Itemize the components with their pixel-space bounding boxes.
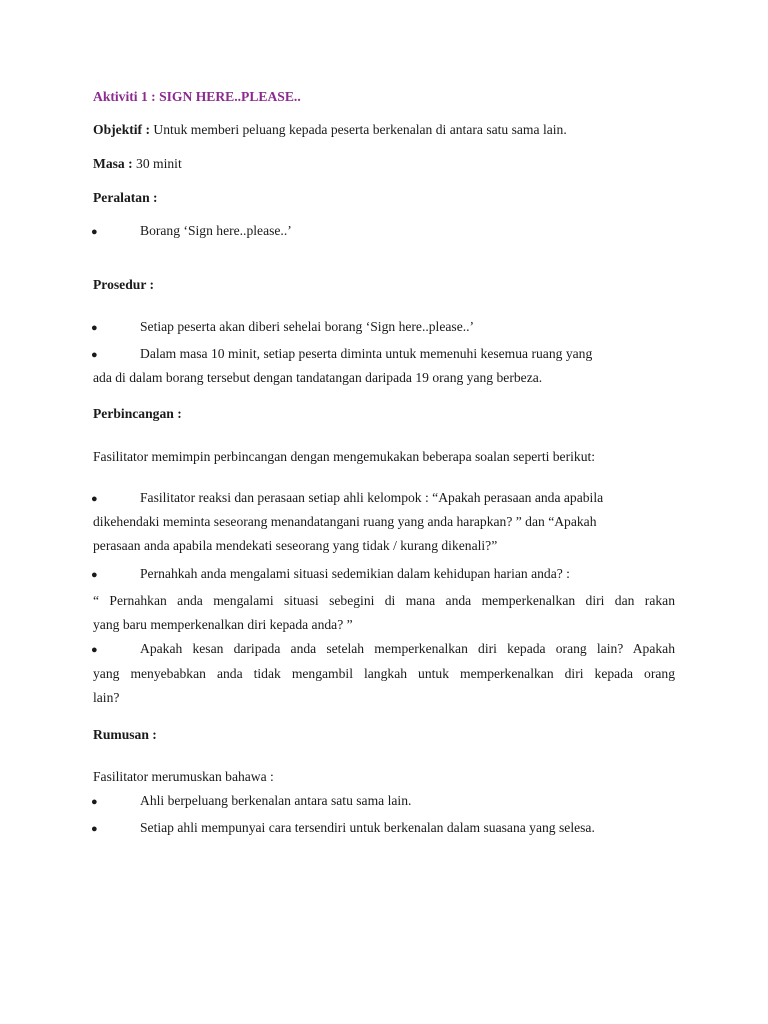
rumusan-heading: Rumusan :	[93, 727, 157, 742]
rumusan-item-2: Setiap ahli mempunyai cara tersendiri untuk berkenalan dalam suasana yang selesa.	[140, 820, 595, 835]
prosedur-item-2-line1: Dalam masa 10 minit, setiap peserta diminta untuk memenuhi kesemua ruang yang	[140, 346, 593, 361]
bullet-icon: ●	[91, 322, 98, 334]
objektif-label: Objektif :	[93, 122, 151, 137]
question-1-line1: Fasilitator reaksi dan perasaan setiap ahli kelompok : “Apakah perasaan anda apabila	[140, 490, 604, 505]
bullet-icon: ●	[91, 493, 98, 505]
prosedur-item-1: Setiap peserta akan diberi sehelai borang ‘Sign here..please..’	[140, 319, 475, 334]
bullet-icon: ●	[91, 644, 98, 656]
bullet-icon: ●	[91, 569, 98, 581]
masa-label: Masa :	[93, 156, 133, 171]
objektif-text: Untuk memberi peluang kepada peserta berkenalan di antara satu sama lain.	[150, 122, 567, 137]
prosedur-heading: Prosedur :	[93, 277, 155, 292]
bullet-icon: ●	[91, 226, 98, 238]
masa-text: 30 minit	[132, 156, 182, 171]
question-3-line1: Apakah kesan daripada anda setelah memperkenalkan diri kepada orang lain? Apakah	[140, 641, 675, 656]
perbincangan-intro: Fasilitator memimpin perbincangan dengan mengemukakan beberapa soalan seperti berikut:	[93, 449, 596, 464]
masa-line	[93, 155, 182, 173]
prosedur-item-2-line2: ada di dalam borang tersebut dengan tandatangan daripada 19 orang yang berbeza.	[93, 370, 543, 385]
question-1-line2: dikehendaki meminta seseorang menandatangani ruang yang anda harapkan? ” dan “Apakah	[93, 514, 597, 529]
peralatan-heading: Peralatan :	[93, 190, 158, 205]
bullet-icon: ●	[91, 349, 98, 361]
rumusan-intro: Fasilitator merumuskan bahawa :	[93, 769, 274, 784]
rumusan-item-1: Ahli berpeluang berkenalan antara satu sama lain.	[140, 793, 412, 808]
question-2: Pernahkah anda mengalami situasi sedemikian dalam kehidupan harian anda? :	[140, 566, 570, 581]
question-2-quote-line1: “ Pernahkan anda mengalami situasi sebegini di mana anda memperkenalkan diri dan rakan	[93, 593, 675, 608]
question-3-line3: lain?	[93, 690, 120, 705]
peralatan-item: Borang ‘Sign here..please..’	[140, 223, 292, 238]
question-2-quote-line2: yang baru memperkenalkan diri kepada anda? ”	[93, 617, 353, 632]
bullet-icon: ●	[91, 823, 98, 835]
activity-title: Aktiviti 1 : SIGN HERE..PLEASE..	[93, 89, 301, 104]
question-3-line2: yang menyebabkan anda tidak mengambil langkah untuk memperkenalkan diri kepada orang	[93, 666, 675, 681]
objektif-line	[93, 121, 567, 139]
perbincangan-heading: Perbincangan :	[93, 406, 182, 421]
question-1-line3: perasaan anda apabila mendekati seseorang yang tidak / kurang dikenali?”	[93, 538, 498, 553]
bullet-icon: ●	[91, 796, 98, 808]
